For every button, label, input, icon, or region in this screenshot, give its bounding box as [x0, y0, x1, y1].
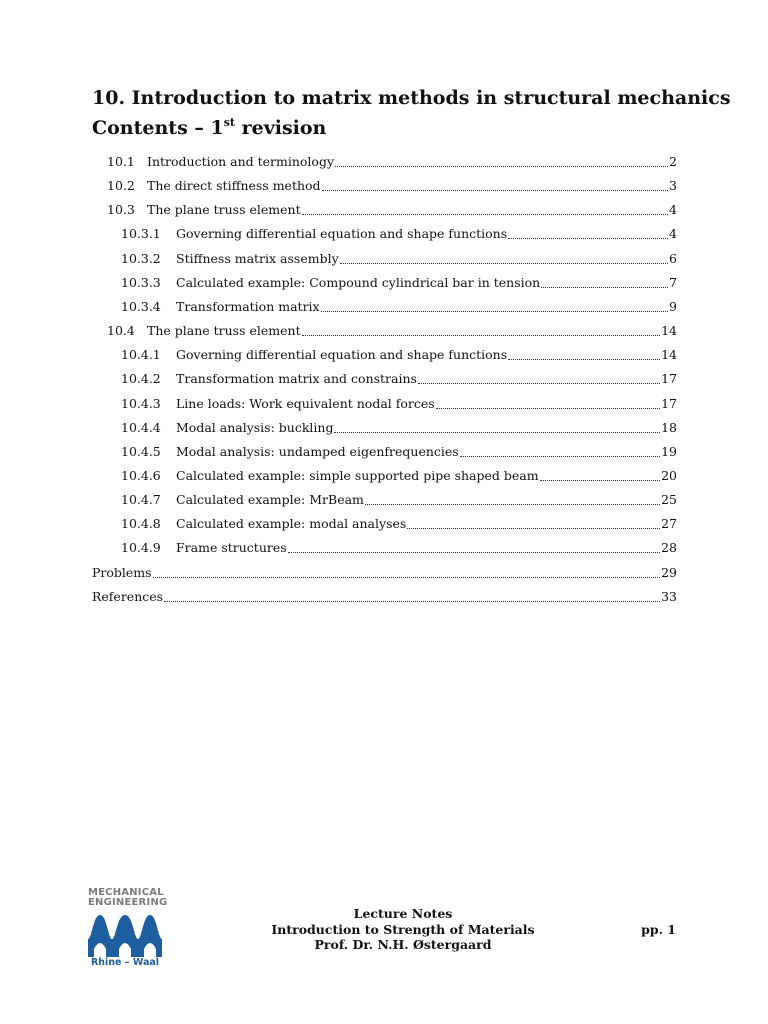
toc-page-number: 6: [669, 250, 677, 266]
toc-row[interactable]: [121, 441, 677, 463]
toc-number: 10.4.8: [121, 516, 161, 532]
footer-line1: Lecture Notes: [353, 906, 453, 921]
toc-number: 10.1: [107, 154, 135, 169]
toc-title: Frame structures: [176, 540, 287, 556]
toc-dot-leader: [508, 359, 660, 360]
toc-dot-leader: [335, 166, 668, 167]
toc-title: Transformation matrix and constrains: [176, 371, 417, 387]
toc-row[interactable]: [121, 223, 677, 245]
toc-page-number: 17: [661, 395, 677, 411]
toc-row[interactable]: [107, 175, 677, 197]
toc-dot-leader: [460, 456, 660, 457]
toc-page-number: 7: [669, 274, 677, 290]
toc-row[interactable]: [121, 465, 677, 487]
toc-number: 10.4.5: [121, 443, 161, 459]
toc-number: 10.4.4: [121, 419, 161, 435]
toc-page-number: 33: [661, 588, 677, 604]
toc-page-number: 9: [669, 298, 677, 314]
toc-title: Transformation matrix: [176, 298, 320, 314]
toc-number: 10.4.2: [121, 371, 161, 387]
logo-line2: ENGINEERING: [88, 897, 168, 908]
footer-line3: Prof. Dr. N.H. Østergaard: [314, 937, 492, 952]
toc-dot-leader: [302, 214, 668, 215]
toc-number: 10.4.7: [121, 492, 161, 508]
toc-page-number: 17: [661, 371, 677, 387]
page-footer: [230, 906, 576, 953]
document-title: 10. Introduction to matrix methods in structural mechanics: [92, 87, 731, 109]
logo-bottom-text: Rhine – Waal: [90, 957, 160, 968]
toc-number: 10.4.3: [121, 395, 161, 411]
toc-row[interactable]: [121, 513, 677, 535]
toc-page-number: 29: [661, 564, 677, 580]
toc-dot-leader: [407, 528, 660, 529]
toc-title: Calculated example: MrBeam: [176, 492, 364, 508]
toc-title: Line loads: Work equivalent nodal forces: [176, 395, 435, 411]
toc-number: 10.3.3: [121, 274, 161, 290]
subtitle-suffix: revision: [235, 117, 327, 139]
toc-dot-leader: [164, 601, 660, 602]
toc-page-number: 4: [669, 226, 677, 242]
toc-dot-leader: [418, 383, 660, 384]
toc-dot-leader: [541, 287, 668, 288]
toc-row[interactable]: [121, 417, 677, 439]
toc-row[interactable]: [121, 537, 677, 559]
toc-number: 10.3: [107, 202, 135, 218]
toc-dot-leader: [334, 432, 660, 433]
toc-row[interactable]: [121, 248, 677, 270]
toc-number: 10.3.1: [121, 226, 161, 242]
footer-line2: Introduction to Strength of Materials: [271, 921, 535, 937]
toc-row[interactable]: [107, 151, 677, 173]
toc-row[interactable]: [107, 320, 677, 342]
toc-number: 10.4: [107, 323, 135, 339]
toc-dot-leader: [288, 552, 660, 553]
toc-page-number: 27: [661, 516, 677, 532]
toc-page-number: 2: [669, 154, 677, 169]
toc-row[interactable]: [121, 489, 677, 511]
toc-title: The direct stiffness method: [147, 178, 321, 194]
toc-title: Introduction and terminology: [147, 154, 335, 169]
toc-page-number: 14: [661, 323, 677, 339]
toc-dot-leader: [365, 504, 660, 505]
logo-line1: MECHANICAL: [88, 887, 164, 898]
toc-number: 10.2: [107, 178, 135, 194]
toc-page-number: 19: [661, 443, 677, 459]
toc-page-number: 28: [661, 540, 677, 556]
toc-title: Governing differential equation and shape functions: [176, 347, 508, 363]
toc-row[interactable]: [121, 393, 677, 415]
toc-number: 10.4.6: [121, 467, 161, 483]
toc-page-number: 4: [669, 202, 677, 218]
toc-dot-leader: [302, 335, 660, 336]
toc-page-number: 20: [661, 467, 677, 483]
toc-dot-leader: [508, 238, 668, 239]
toc-row[interactable]: [121, 344, 677, 366]
toc-title: The plane truss element: [147, 202, 301, 218]
toc-title: Modal analysis: buckling: [176, 419, 334, 435]
toc-page-number: 25: [661, 492, 677, 508]
logo-wave-notches: [94, 943, 156, 957]
toc-title: Calculated example: simple supported pipe shaped beam: [176, 467, 539, 483]
toc-number: 10.3.2: [121, 250, 161, 266]
toc-title: Modal analysis: undamped eigenfrequencies: [176, 443, 459, 459]
toc-row[interactable]: [92, 562, 677, 584]
toc-row[interactable]: [92, 586, 677, 608]
toc-page-number: 14: [661, 347, 677, 363]
toc-page-number: 18: [661, 419, 677, 435]
toc-title: Problems: [92, 564, 152, 580]
toc-row[interactable]: [107, 199, 677, 221]
toc-dot-leader: [436, 408, 660, 409]
subtitle-prefix: Contents – 1: [92, 117, 224, 139]
toc-title: The plane truss element: [147, 323, 301, 339]
toc-dot-leader: [153, 577, 661, 578]
toc-dot-leader: [322, 190, 668, 191]
toc-row[interactable]: [121, 296, 677, 318]
toc-number: 10.3.4: [121, 298, 161, 314]
toc-row[interactable]: [121, 272, 677, 294]
wave-logo-icon: [88, 909, 162, 957]
toc-title: Stiffness matrix assembly: [176, 250, 339, 266]
toc-number: 10.4.1: [121, 347, 161, 363]
toc-dot-leader: [540, 480, 660, 481]
toc-dot-leader: [321, 311, 668, 312]
toc-title: Governing differential equation and shape functions: [176, 226, 508, 242]
university-logo: [88, 887, 168, 970]
toc-number: 10.4.9: [121, 540, 161, 556]
toc-title: Calculated example: modal analyses: [176, 516, 407, 532]
document-subtitle: [92, 114, 326, 142]
subtitle-superscript: st: [223, 115, 235, 129]
toc-row[interactable]: [121, 368, 677, 390]
toc-dot-leader: [340, 263, 668, 264]
toc-page-number: 3: [669, 178, 677, 194]
toc-title: References: [92, 588, 164, 604]
page-number: pp. 1: [641, 922, 676, 937]
toc-title: Calculated example: Compound cylindrical bar in tension: [176, 274, 541, 290]
